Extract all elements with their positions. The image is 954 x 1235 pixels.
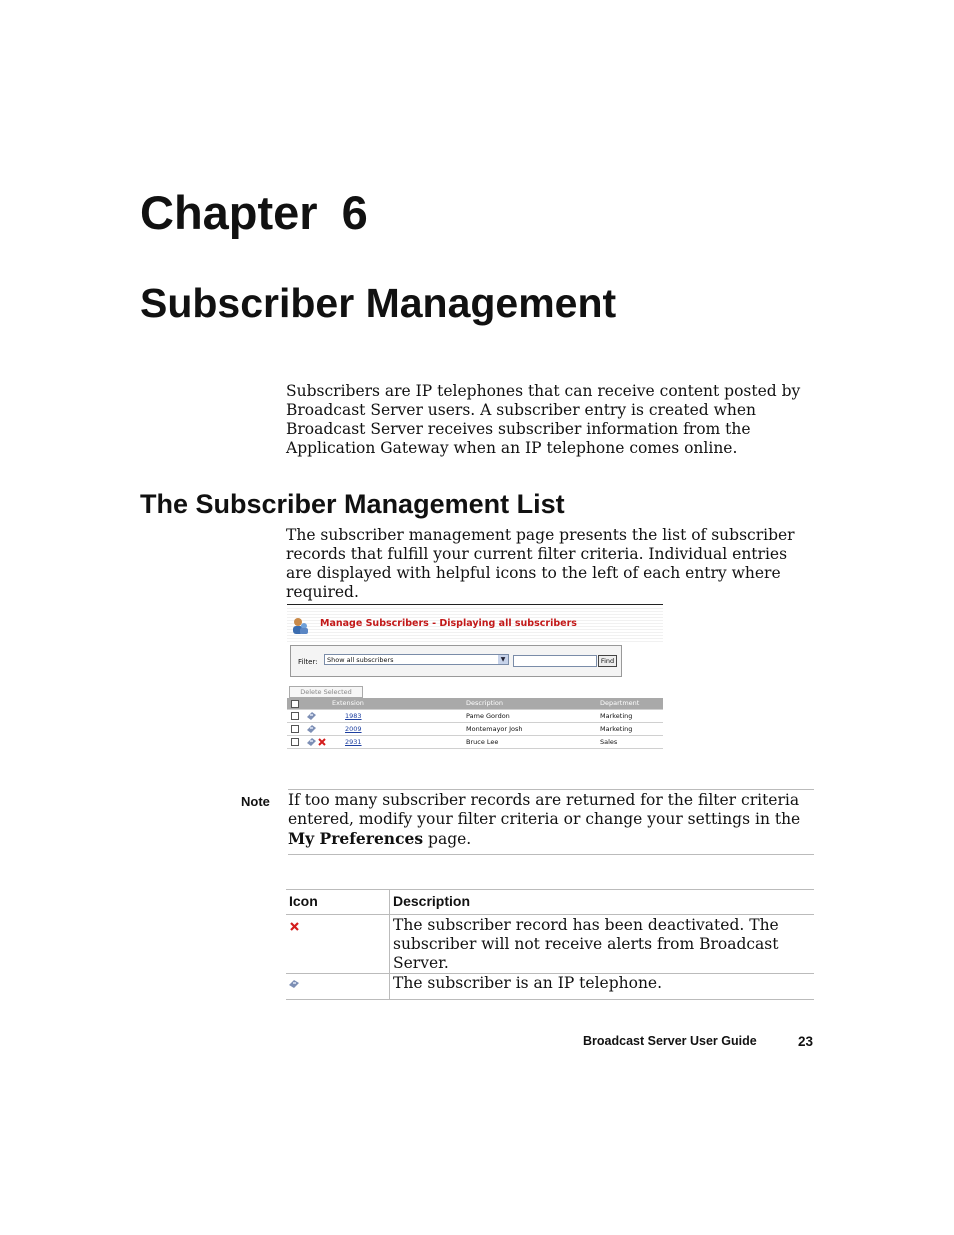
icon-table-header-row <box>286 890 814 915</box>
subscriber-screenshot-figure <box>287 604 663 748</box>
red-x-icon <box>318 738 326 746</box>
figure-header <box>287 606 663 642</box>
figure-top-rule <box>287 604 663 605</box>
select-all-checkbox[interactable] <box>291 700 299 708</box>
table-row <box>287 736 663 749</box>
filter-select-value: Show all subscribers <box>327 656 394 664</box>
icon-column-header: Icon <box>286 890 390 915</box>
icon-cell <box>286 974 390 1000</box>
delete-selected-button[interactable]: Delete Selected <box>289 686 363 698</box>
description-cell: Bruce Lee <box>466 738 499 746</box>
filter-text-input[interactable] <box>513 655 597 667</box>
intro-paragraph: Subscribers are IP telephones that can receive content posted by Broadcast Server users. A subscriber entry is created when Broadcast Server receives subscriber information from the Application Gateway when an IP telephone comes online. <box>286 382 801 457</box>
table-row <box>286 915 814 974</box>
row-checkbox[interactable] <box>291 738 299 746</box>
note-text <box>288 791 814 849</box>
section-heading: The Subscriber Management List <box>140 489 565 519</box>
department-cell: Marketing <box>600 725 633 733</box>
extension-link[interactable]: 2009 <box>345 725 362 733</box>
chapter-title <box>140 185 368 241</box>
department-cell: Sales <box>600 738 618 746</box>
icon-cell <box>286 915 390 974</box>
table-header-row <box>287 698 663 710</box>
ip-phone-icon <box>307 712 316 720</box>
my-preferences-emphasis: My Preferences <box>288 829 424 848</box>
table-row <box>286 974 814 1000</box>
filter-panel <box>290 645 622 677</box>
filter-select[interactable] <box>324 654 509 665</box>
description-cell: The subscriber record has been deactivated. The subscriber will not receive alerts from Broadcast Server. <box>393 916 779 972</box>
chapter-number: 6 <box>341 186 368 239</box>
find-button[interactable]: Find <box>598 655 617 667</box>
page-number: 23 <box>798 1034 814 1049</box>
subscribers-logo-icon <box>292 617 308 635</box>
filter-label: Filter: <box>298 658 318 666</box>
note-top-rule <box>288 789 814 790</box>
column-header-department[interactable]: Department <box>600 699 640 707</box>
column-header-description[interactable]: Description <box>466 699 504 707</box>
note-label: Note <box>241 794 270 809</box>
icon-legend-table <box>286 889 814 1000</box>
note-text-after: page. <box>423 830 472 848</box>
chevron-down-icon[interactable]: ▼ <box>498 655 508 664</box>
extension-link[interactable]: 2931 <box>345 738 362 746</box>
figure-page-title: Manage Subscribers - Displaying all subscribers <box>320 618 577 629</box>
section-paragraph: The subscriber management page presents the list of subscriber records that fulfill your current filter criteria. Individual entries are displayed with helpful icons to the left of each entry where required. <box>286 526 795 601</box>
chapter-label: Chapter <box>140 186 318 239</box>
description-cell: Pame Gordon <box>466 712 510 720</box>
row-checkbox[interactable] <box>291 725 299 733</box>
department-cell: Marketing <box>600 712 633 720</box>
note-text-before: If too many subscriber records are returned for the filter criteria entered, modify your filter criteria or change your settings in the <box>288 791 801 828</box>
description-cell: Montemayor Josh <box>466 725 523 733</box>
ip-phone-icon <box>289 979 299 989</box>
column-header-extension[interactable]: Extension <box>332 699 364 707</box>
description-column-header: Description <box>393 893 471 909</box>
table-row <box>287 710 663 723</box>
row-checkbox[interactable] <box>291 712 299 720</box>
ip-phone-icon <box>307 738 316 746</box>
extension-link[interactable]: 1983 <box>345 712 362 720</box>
red-x-icon <box>289 921 300 932</box>
table-row <box>287 723 663 736</box>
footer-guide-title: Broadcast Server User Guide <box>583 1034 757 1048</box>
subscriber-table <box>287 698 663 749</box>
chapter-name: Subscriber Management <box>140 280 617 326</box>
note-bottom-rule <box>288 854 814 855</box>
ip-phone-icon <box>307 725 316 733</box>
description-cell: The subscriber is an IP telephone. <box>393 974 663 992</box>
